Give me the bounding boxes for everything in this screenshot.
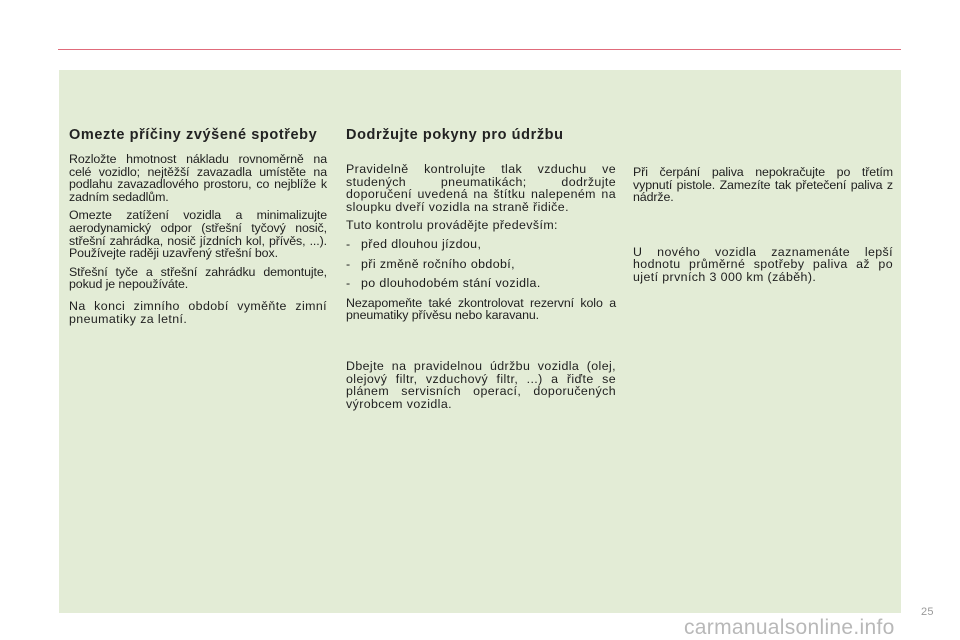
paragraph-load: Rozložte hmotnost nákladu rovnoměrně na celé vozidlo; nejtěžší zavazadla umístěte na podlahu zavazadlového prostoru, co nejblíže k zadním sedadlům.: [69, 152, 327, 204]
section-title-maintenance: Dodržujte pokyny pro údržbu: [346, 127, 564, 143]
paragraph-refuelling: Při čerpání paliva nepokračujte po třetím vypnutí pistole. Zamezíte tak přetečení paliva z nádrže.: [633, 165, 893, 205]
column-fuel: [633, 166, 893, 284]
list-item: - před dlouhou jízdou,: [346, 236, 482, 251]
list-dash: -: [346, 276, 351, 291]
paragraph-aerodynamics: Omezte zatížení vozidla a minimalizujte aerodynamický odpor (střešní tyčový nosič, střešní zahrádka, nosič jízdních kol, přívěs, ...). Používejte raději uzavřený střešní box.: [69, 208, 327, 261]
page-number: 25: [921, 606, 934, 618]
list-dash: -: [346, 256, 351, 271]
watermark: carmanualsonline.info: [684, 616, 895, 639]
top-divider: [58, 49, 901, 50]
column-maintenance: [346, 127, 616, 410]
paragraph-tyre-pressure: Pravidelně kontrolujte tlak vzduchu ve studených pneumatikách; dodržujte doporučení uvedená na štítku nalepeném na sloupku dveří vozidla na straně řidiče.: [346, 162, 616, 214]
paragraph-roof-bars: Střešní tyče a střešní zahrádku demontujte, pokud je nepoužíváte.: [69, 264, 327, 292]
list-dash: -: [346, 236, 351, 251]
paragraph-service: Dbejte na pravidelnou údržbu vozidla (olej, olejový filtr, vzduchový filtr, ...) a řiďte se plánem servisních operací, doporučených výrobcem vozidla.: [346, 358, 616, 411]
paragraph-tyres: Na konci zimního období vyměňte zimní pneumatiky za letní.: [69, 298, 327, 326]
list-item: - po dlouhodobém stání vozidla.: [346, 276, 541, 291]
paragraph-check-lead: Tuto kontrolu provádějte především:: [346, 218, 558, 233]
section-title-consumption: Omezte příčiny zvýšené spotřeby: [69, 127, 318, 143]
column-consumption: [69, 127, 327, 325]
paragraph-spare-wheel: Nezapomeňte také zkontrolovat rezervní kolo a pneumatiky přívěsu nebo karavanu.: [346, 295, 616, 323]
paragraph-running-in: U nového vozidla zaznamenáte lepší hodnotu průměrné spotřeby paliva až po ujetí prvních 3 000 km (záběh).: [633, 244, 893, 284]
list-item: - při změně ročního období,: [346, 256, 515, 271]
check-list: [346, 238, 616, 290]
